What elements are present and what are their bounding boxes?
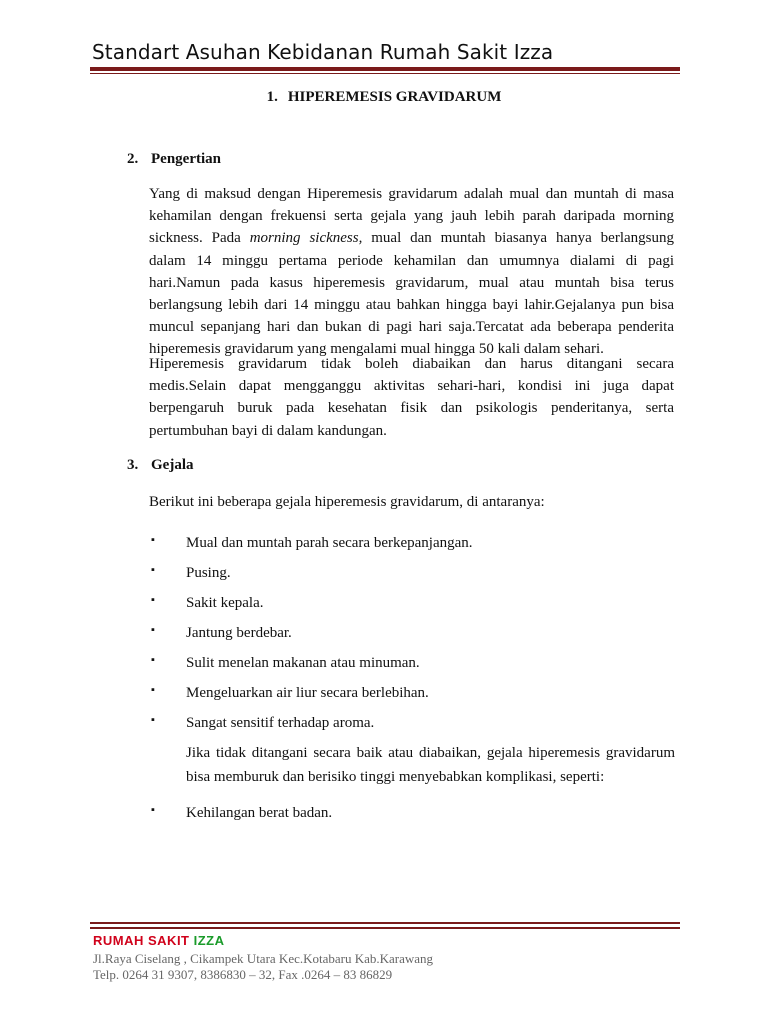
paragraph-line: berpengaruh buruk pada kesehatan fisik dan psikologis penderitanya, serta xyxy=(149,400,674,417)
bullet-marker: ▪ xyxy=(151,624,155,636)
bullet-marker: ▪ xyxy=(151,594,155,606)
paragraph-line xyxy=(149,227,674,249)
footer-brand-red: RUMAH SAKIT xyxy=(93,933,194,948)
footer-phone: Telp. 0264 31 9307, 8386830 – 32, Fax .0264 – 83 86829 xyxy=(93,967,393,982)
header-divider-thick xyxy=(90,67,680,71)
section-number: 2. xyxy=(127,151,139,167)
section-number: 3. xyxy=(127,457,139,473)
emphasis-text: morning sickness, xyxy=(249,230,363,247)
bullet-marker: ▪ xyxy=(151,534,155,546)
footer-divider-top xyxy=(90,922,680,924)
bullet-marker: ▪ xyxy=(151,804,155,816)
paragraph-line: hari.Namun pada kasus hiperemesis gravidarum, mual atau muntah bisa terus xyxy=(149,274,674,291)
paragraph-line: pertumbuhan bayi di dalam kandungan. xyxy=(149,422,387,439)
section-gejala-heading xyxy=(127,457,194,474)
header-divider-thin xyxy=(90,73,680,74)
list-item-text: Sakit kepala. xyxy=(186,595,264,611)
bullet-marker: ▪ xyxy=(151,684,155,696)
section-title: Pengertian xyxy=(151,151,221,167)
paragraph-line: berlangsung lebih dari 14 minggu atau bahkan hingga bayi lahir.Gejalanya pun bisa xyxy=(149,297,674,314)
document-header-title: Standart Asuhan Kebidanan Rumah Sakit Izza xyxy=(92,40,554,64)
paragraph-line: medis.Selain dapat mengganggu aktivitas sehari-hari, kondisi ini juga dapat xyxy=(149,378,674,395)
footer-brand xyxy=(93,933,225,948)
footer-address: Jl.Raya Ciselang , Cikampek Utara Kec.Kotabaru Kab.Karawang xyxy=(93,951,434,966)
list-item-text: Sangat sensitif terhadap aroma. xyxy=(186,715,375,731)
complication-note xyxy=(186,741,675,789)
paragraph-line: hiperemesis gravidarum yang mengalami mual hingga 50 kali dalam sehari. xyxy=(149,341,604,358)
footer-divider-bottom xyxy=(90,927,680,929)
list-item-text: Mengeluarkan air liur secara berlebihan. xyxy=(186,685,429,701)
list-item-text: Jantung berdebar. xyxy=(186,625,292,641)
note-line: Jika tidak ditangani secara baik atau diabaikan, gejala hiperemesis gravidarum xyxy=(186,745,675,761)
footer-brand-green: IZZA xyxy=(193,933,225,948)
list-item-text: Sulit menelan makanan atau minuman. xyxy=(186,655,420,671)
section-pengertian-heading xyxy=(127,151,221,168)
paragraph-line: kehamilan dengan frekuensi serta gejala yang jauh lebih parah daripada morning xyxy=(149,208,674,225)
pengertian-paragraph-2 xyxy=(149,353,674,442)
document-heading xyxy=(0,89,768,106)
list-item-text: Mual dan muntah parah secara berkepanjangan. xyxy=(186,535,473,551)
pengertian-paragraph-1 xyxy=(149,183,674,361)
section-title: Gejala xyxy=(151,457,194,473)
paragraph-text: sickness. Pada xyxy=(149,230,250,247)
heading-number: 1. xyxy=(266,89,278,105)
paragraph-line: Yang di maksud dengan Hiperemesis gravidarum adalah mual dan muntah di masa xyxy=(149,186,674,202)
paragraph-line: muncul sepanjang hari dan bukan di pagi hari saja.Tercatat ada beberapa penderita xyxy=(149,319,674,336)
gejala-intro: Berikut ini beberapa gejala hiperemesis gravidarum, di antaranya: xyxy=(149,494,545,510)
list-item-text: Pusing. xyxy=(186,565,231,581)
list-item-text: Kehilangan berat badan. xyxy=(186,805,333,821)
bullet-marker: ▪ xyxy=(151,564,155,576)
paragraph-text: mual dan muntah biasanya hanya berlangsung xyxy=(362,230,674,247)
paragraph-line: dalam 14 minggu pertama periode kehamilan dan umumnya dialami di pagi xyxy=(149,252,674,269)
heading-text: HIPEREMESIS GRAVIDARUM xyxy=(287,89,502,105)
bullet-marker: ▪ xyxy=(151,714,155,726)
paragraph-line: Hiperemesis gravidarum tidak boleh diabaikan dan harus ditangani secara xyxy=(149,356,674,372)
bullet-marker: ▪ xyxy=(151,654,155,666)
note-line: bisa memburuk dan berisiko tinggi menyebabkan komplikasi, seperti: xyxy=(186,769,605,785)
